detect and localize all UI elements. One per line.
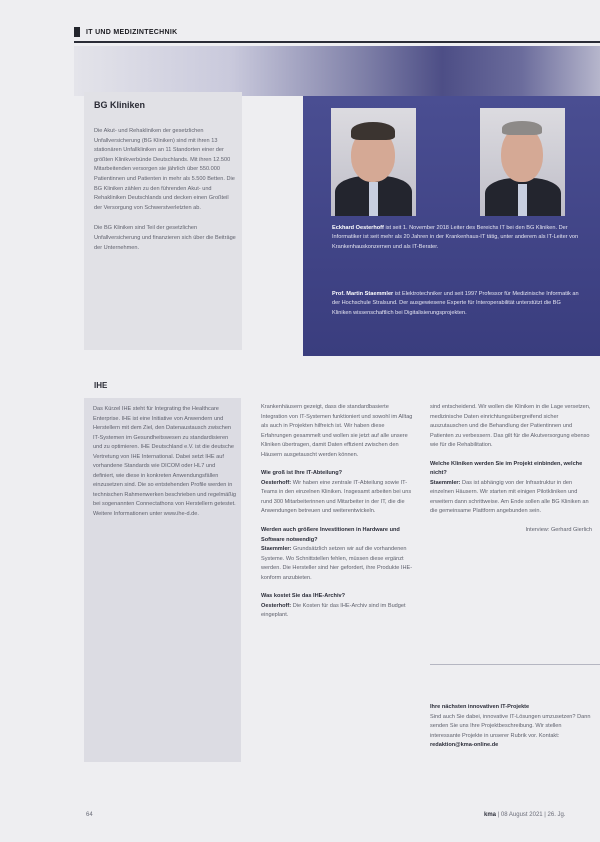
answer-text: Das ist abhängig von der Infrastruktur in den einzelnen Häusern. Wir starten mit einigen Pilotkliniken und erweitern dann schrittweise. Am Ende sollen alle BG Kliniken an die gemeinsame Plattform angebunden sein. — [430, 479, 589, 515]
magazine-name: kma — [484, 812, 497, 818]
profile-bio — [332, 224, 580, 252]
tip-title: Ihre nächsten innovativen IT-Projekte — [430, 704, 530, 710]
speaker-name: Staemmler: — [430, 479, 461, 486]
section-label: IT UND MEDIZINTECHNIK — [86, 28, 178, 36]
footer-issue — [484, 812, 566, 818]
answer-text: Grundsätzlich setzen wir auf die vorhandenen Systeme. Wo Schnittstellen fehlen, müssen diese ergänzt werden. Die Hersteller sind hier gefordert, ihre Produkte IHE-konform anzubieten. — [261, 546, 413, 581]
profile-bio — [332, 290, 580, 318]
issue-date: | 08 August 2021 — [497, 812, 543, 818]
infobox-body — [94, 127, 236, 264]
interview-credit: Interview: Gerhard Gierlich — [525, 527, 592, 534]
tip-box — [430, 703, 592, 751]
answer-text: Wir haben eine zentrale IT-Abteilung sowie IT-Teams in den einzelnen Kliniken. Insgesamt arbeiten bei uns rund 300 Mitarbeiterinnen und Mitarbeiter in der IT, die die Anwendungen betreuen und weiterentwickeln. — [261, 479, 412, 515]
speaker-name: Staemmler: — [261, 546, 292, 553]
interview-answer — [261, 479, 416, 517]
article-column-3 — [430, 403, 592, 536]
interview-question: Wie groß ist Ihre IT-Abteilung? — [261, 470, 343, 477]
interview-question: Werden auch größere Investitionen in Hardware und Software notwendig? — [261, 527, 400, 543]
tip-contact: redaktion@kma-online.de — [430, 742, 499, 749]
ihe-paragraph: Das Kürzel IHE steht für Integrating the Healthcare Enterprise. IHE ist eine Initiative von Anwendern und Herstellern mit dem Ziel, den Datenaustausch zwischen IT-Systemen im Gesundheitswesen zu standardisieren und zu optimieren. IHE Deutschland e.V. ist die deutsche Vertretung von IHE International. Dabei setzt IHE auf vorhandene Standards wie DICOM oder HL7 und definiert, wie diese in konkreten Anwendungsfällen einzusetzen sind. Die so entstehenden Profile werden in technischen Rahmenwerken beschrieben und regelmäßig bei sogenannten Connectathons von Herstellern getestet. Weitere Informationen unter www.ihe-d.de. — [93, 406, 237, 518]
interview-question: Was kostet Sie das IHE-Archiv? — [261, 593, 346, 600]
volume: | 26. Jg. — [544, 812, 566, 818]
portrait-photo — [480, 108, 565, 216]
article-paragraph: Krankenhäusern gezeigt, dass die standardbasierte Integration von IT-Systemen funktioniert und sowohl im Alltag als auch in Projekten hilfreich ist. Wir haben diese Erfahrungen gesammelt und wollen sie jetzt auf alle unsere Kliniken übertragen, damit Daten effizient zwischen den Häusern ausgetauscht werden können. — [261, 404, 413, 458]
interview-answer — [261, 545, 416, 583]
interview-answer — [430, 479, 592, 517]
section-marker — [74, 27, 80, 37]
page-number: 64 — [86, 812, 93, 818]
portrait-photo — [331, 108, 416, 216]
ihe-body — [93, 405, 237, 529]
speaker-name: Oesterhoff: — [261, 479, 292, 486]
ihe-heading: IHE — [94, 381, 108, 390]
interview-question: Welche Kliniken werden Sie im Projekt einbinden, welche nicht? — [430, 460, 583, 477]
infobox-paragraph: Die BG Kliniken sind Teil der gesetzlichen Unfallversicherung und finanzieren sich über die Beiträge der Unternehmen. — [94, 225, 236, 251]
answer-text: Die Kosten für das IHE-Archiv sind im Budget eingeplant. — [261, 602, 406, 619]
tip-text: Sind auch Sie dabei, innovative IT-Lösungen umzusetzen? Dann senden Sie uns Ihre Projektbeschreibung. Wir stellen interessante Projekte in unserer Rubrik vor. Kontakt: — [430, 713, 591, 739]
profile-name: Eckhard Oesterhoff — [332, 225, 384, 231]
section-header — [74, 24, 177, 40]
article-column-2 — [261, 403, 416, 630]
tip-divider — [430, 664, 600, 665]
profile-text: ist seit 1. November 2018 Leiter des Bereichs IT bei den BG Kliniken. Der Informatiker ist seit mehr als 20 Jahren in der Krankenhaus-IT tätig, unter anderem als IT-Leiter von Krankenhauskonzernen und als IT-Berater. — [332, 225, 579, 250]
section-rule — [74, 41, 600, 43]
profile-name: Prof. Martin Staemmler — [332, 291, 394, 297]
infobox-title: BG Kliniken — [94, 100, 146, 110]
interview-answer — [261, 602, 416, 621]
header-banner — [74, 46, 600, 96]
infobox-paragraph: Die Akut- und Rehakliniken der gesetzlichen Unfallversicherung (BG Kliniken) sind mit ihren 13 stationären Unfallkliniken an 11 Standorten einer der größten Klinikverbünde Deutschlands. Mit ihren 12.500 Mitarbeitenden versorgen sie jährlich über 550.000 Patientinnen und Patienten in mehr als 5.500 Betten. Die BG Kliniken zählen zu den führenden Akut- und Rehakliniken Deutschlands und decken einen Großteil der Versorgung von Schwerstverletzten ab. — [94, 128, 235, 211]
article-paragraph: sind entscheidend. Wir wollen die Kliniken in die Lage versetzen, medizinische Daten einrichtungsübergreifend sicher auszutauschen und die Behandlung der Patientinnen und Patienten zu verbessern. Das gilt für die Akutversorgung ebenso wie für die Rehabilitation. — [430, 404, 591, 449]
profile-text: ist Elektrotechniker und seit 1997 Professor für Medizinische Informatik an der Hochschule Stralsund. Der ausgewiesene Experte für Interoperabilität unterstützt die BG Kliniken wissenschaftlich bei Digitalisierungsprojekten. — [332, 291, 579, 316]
speaker-name: Oesterhoff: — [261, 602, 292, 609]
